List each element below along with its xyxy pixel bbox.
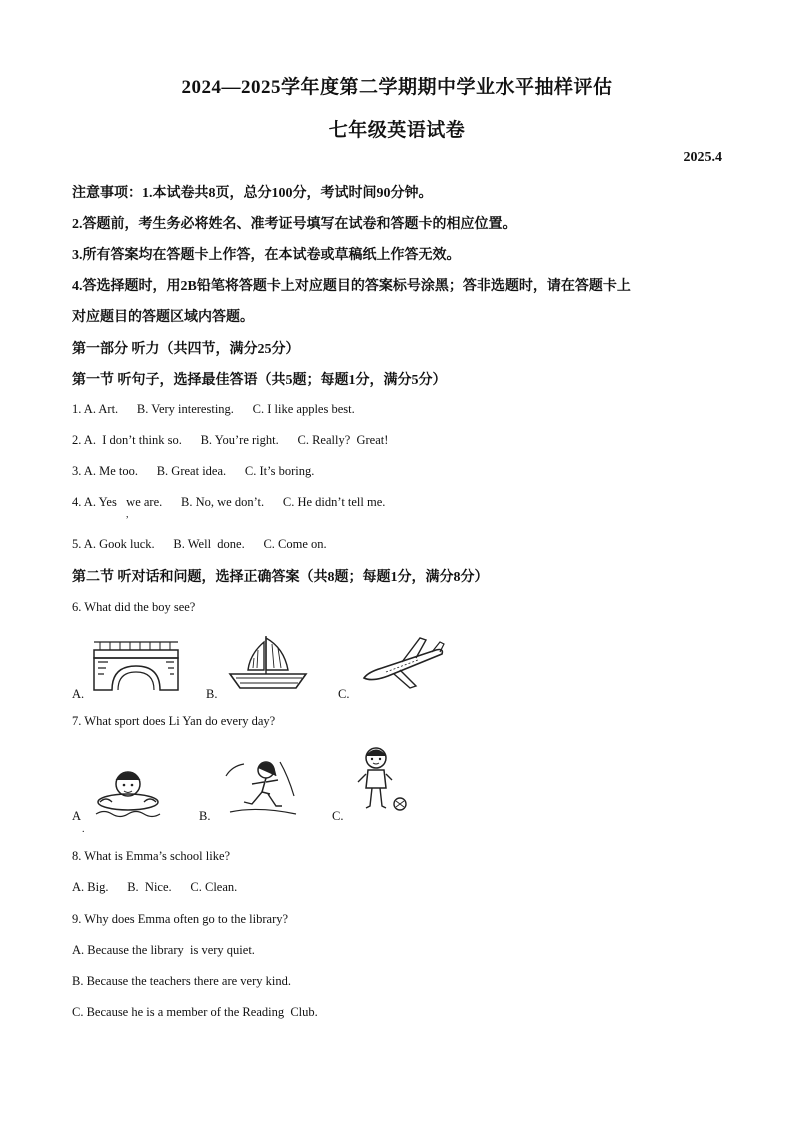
dot-mark: . xyxy=(82,824,85,835)
football-girl-picture xyxy=(352,744,412,816)
running-girl-picture xyxy=(222,756,298,818)
sailboat-picture xyxy=(226,632,310,694)
question-7-stem: 7. What sport does Li Yan do every day? xyxy=(72,714,276,728)
note-line-2: 2.答题前，考生务必将姓名、准考证号填写在试卷和答题卡的相应位置。 xyxy=(72,217,517,232)
question-2: 2. A. I don’t think so. B. You’re right. C. Really? Great! xyxy=(72,433,389,447)
question-9-option-a: A. Because the library is very quiet. xyxy=(72,943,255,957)
bridge-picture xyxy=(90,636,182,694)
question-9-option-b: B. Because the teachers there are very kind. xyxy=(72,974,291,988)
q6-option-a-label: A. xyxy=(72,687,85,701)
q7-option-c-label: C. xyxy=(332,809,344,823)
airplane-picture xyxy=(358,634,448,690)
note-line-3: 3.所有答案均在答题卡上作答，在本试卷或草稿纸上作答无效。 xyxy=(72,248,461,263)
section2-heading: 第二节 听对话和问题，选择正确答案（共8题；每题1分，满分8分） xyxy=(72,570,489,585)
exam-title: 2024—2025学年度第二学期期中学业水平抽样评估 xyxy=(181,77,613,98)
question-8-stem: 8. What is Emma’s school like? xyxy=(72,849,231,863)
question-9-option-c: C. Because he is a member of the Reading Club. xyxy=(72,1005,318,1019)
note-line-1: 注意事项：1.本试卷共8页，总分100分，考试时间90分钟。 xyxy=(72,186,433,201)
note-line-5: 对应题目的答题区域内答题。 xyxy=(72,310,254,325)
q6-option-c-label: C. xyxy=(338,687,350,701)
question-4: 4. A. Yes we are. B. No, we don’t. C. He didn’t tell me. xyxy=(72,495,386,509)
question-5: 5. A. Gook luck. B. Well done. C. Come on. xyxy=(72,537,327,551)
question-6-stem: 6. What did the boy see? xyxy=(72,600,196,614)
exam-date: 2025.4 xyxy=(683,150,722,165)
section1-heading: 第一节 听句子，选择最佳答语（共5题；每题1分，满分5分） xyxy=(72,373,447,388)
q6-option-b-label: B. xyxy=(206,687,218,701)
question-1: 1. A. Art. B. Very interesting. C. I like apples best. xyxy=(72,402,355,416)
comma-mark: , xyxy=(126,509,129,520)
q7-option-a-label: A xyxy=(72,809,82,823)
part1-heading: 第一部分 听力（共四节，满分25分） xyxy=(72,342,300,357)
exam-subtitle: 七年级英语试卷 xyxy=(328,120,466,141)
swimming-girl-picture xyxy=(94,764,168,820)
q7-option-b-label: B. xyxy=(199,809,211,823)
note-line-4: 4.答选择题时，用2B铅笔将答题卡上对应题目的答案标号涂黑；答非选题时，请在答题卡上 xyxy=(72,279,631,294)
question-3: 3. A. Me too. B. Great idea. C. It’s boring. xyxy=(72,464,315,478)
question-8-options: A. Big. B. Nice. C. Clean. xyxy=(72,880,238,894)
question-9-stem: 9. Why does Emma often go to the library? xyxy=(72,912,289,926)
